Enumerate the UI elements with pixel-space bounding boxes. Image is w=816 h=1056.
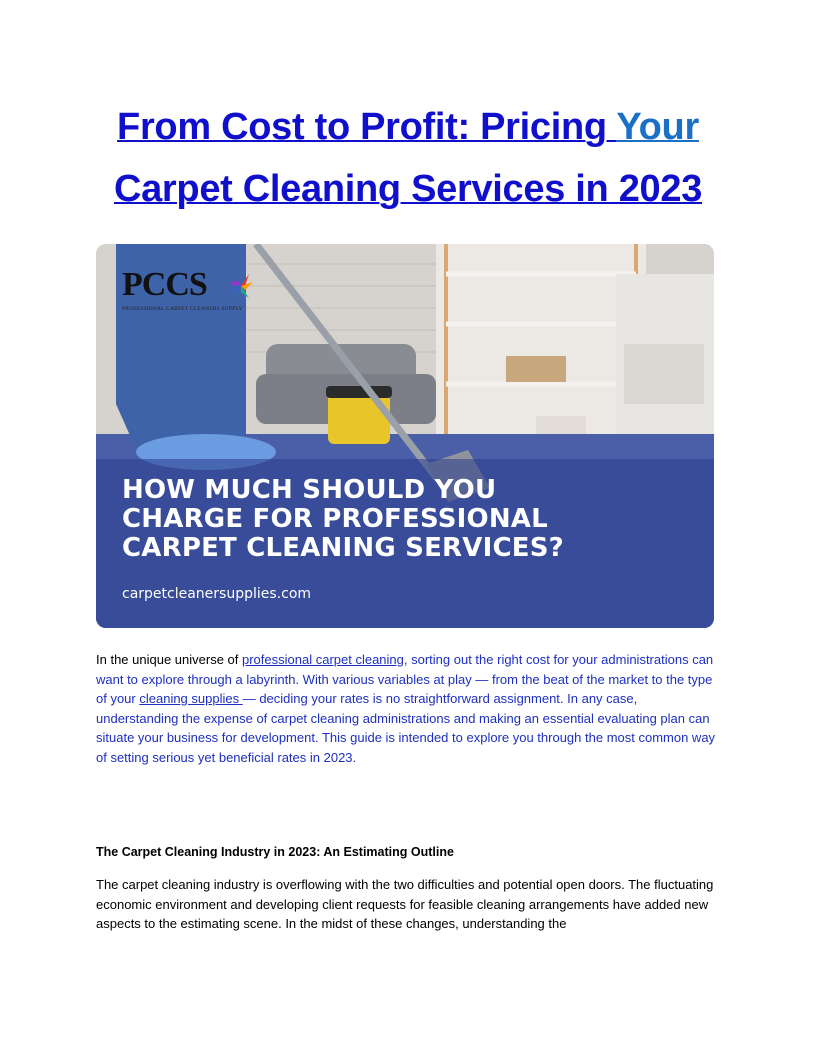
section-paragraph: The carpet cleaning industry is overflowing with the two difficulties and potential open doors. The fluctuating economic environment and developing client requests for feasible cleaning arrangements have added new aspects to the estimating scene. In the midst of these changes, understanding the — [96, 877, 714, 931]
title-link-3[interactable]: Carpet Cleaning Services in 2023 — [113, 168, 703, 210]
hero-headline-line: CHARGE FOR PROFESSIONAL — [122, 504, 548, 534]
intro-text-1: In the unique universe of — [96, 652, 242, 667]
logo-subtitle: PROFESSIONAL CARPET CLEANERS SUPPLY — [122, 306, 243, 312]
intro-text-2: , sorting out the right cost for your administrations can want to explore through a labyrinth. With various variables at play — from the beat of the market to the type of your — [96, 652, 714, 706]
intro-text-3: — deciding your rates is no straightforward assignment. In any case, understanding the expense of carpet cleaning administrations and making an essential evaluating plan can situate your business for development. This guide is intended to explore you through the most common way of setting serious yet beneficial rates in 2023. — [96, 691, 716, 765]
page-title — [60, 96, 756, 220]
title-link-2[interactable]: Your — [616, 106, 699, 148]
hero-headline — [122, 476, 682, 563]
hero-url: carpetcleanersupplies.com — [122, 586, 312, 602]
pccs-logo: PCCS — [122, 266, 207, 303]
hero-headline-line: HOW MUCH SHOULD YOU — [122, 475, 497, 505]
hero-image — [96, 244, 714, 628]
cleaning-supplies-link[interactable]: cleaning supplies — [139, 691, 243, 706]
intro-paragraph — [96, 650, 720, 767]
hero-headline-line: CARPET CLEANING SERVICES? — [122, 533, 564, 563]
professional-carpet-cleaning-link[interactable]: professional carpet cleaning — [242, 652, 404, 667]
section-heading: The Carpet Cleaning Industry in 2023: An Estimating Outline — [96, 845, 454, 859]
title-link-1[interactable]: From Cost to Profit: Pricing — [117, 106, 617, 148]
